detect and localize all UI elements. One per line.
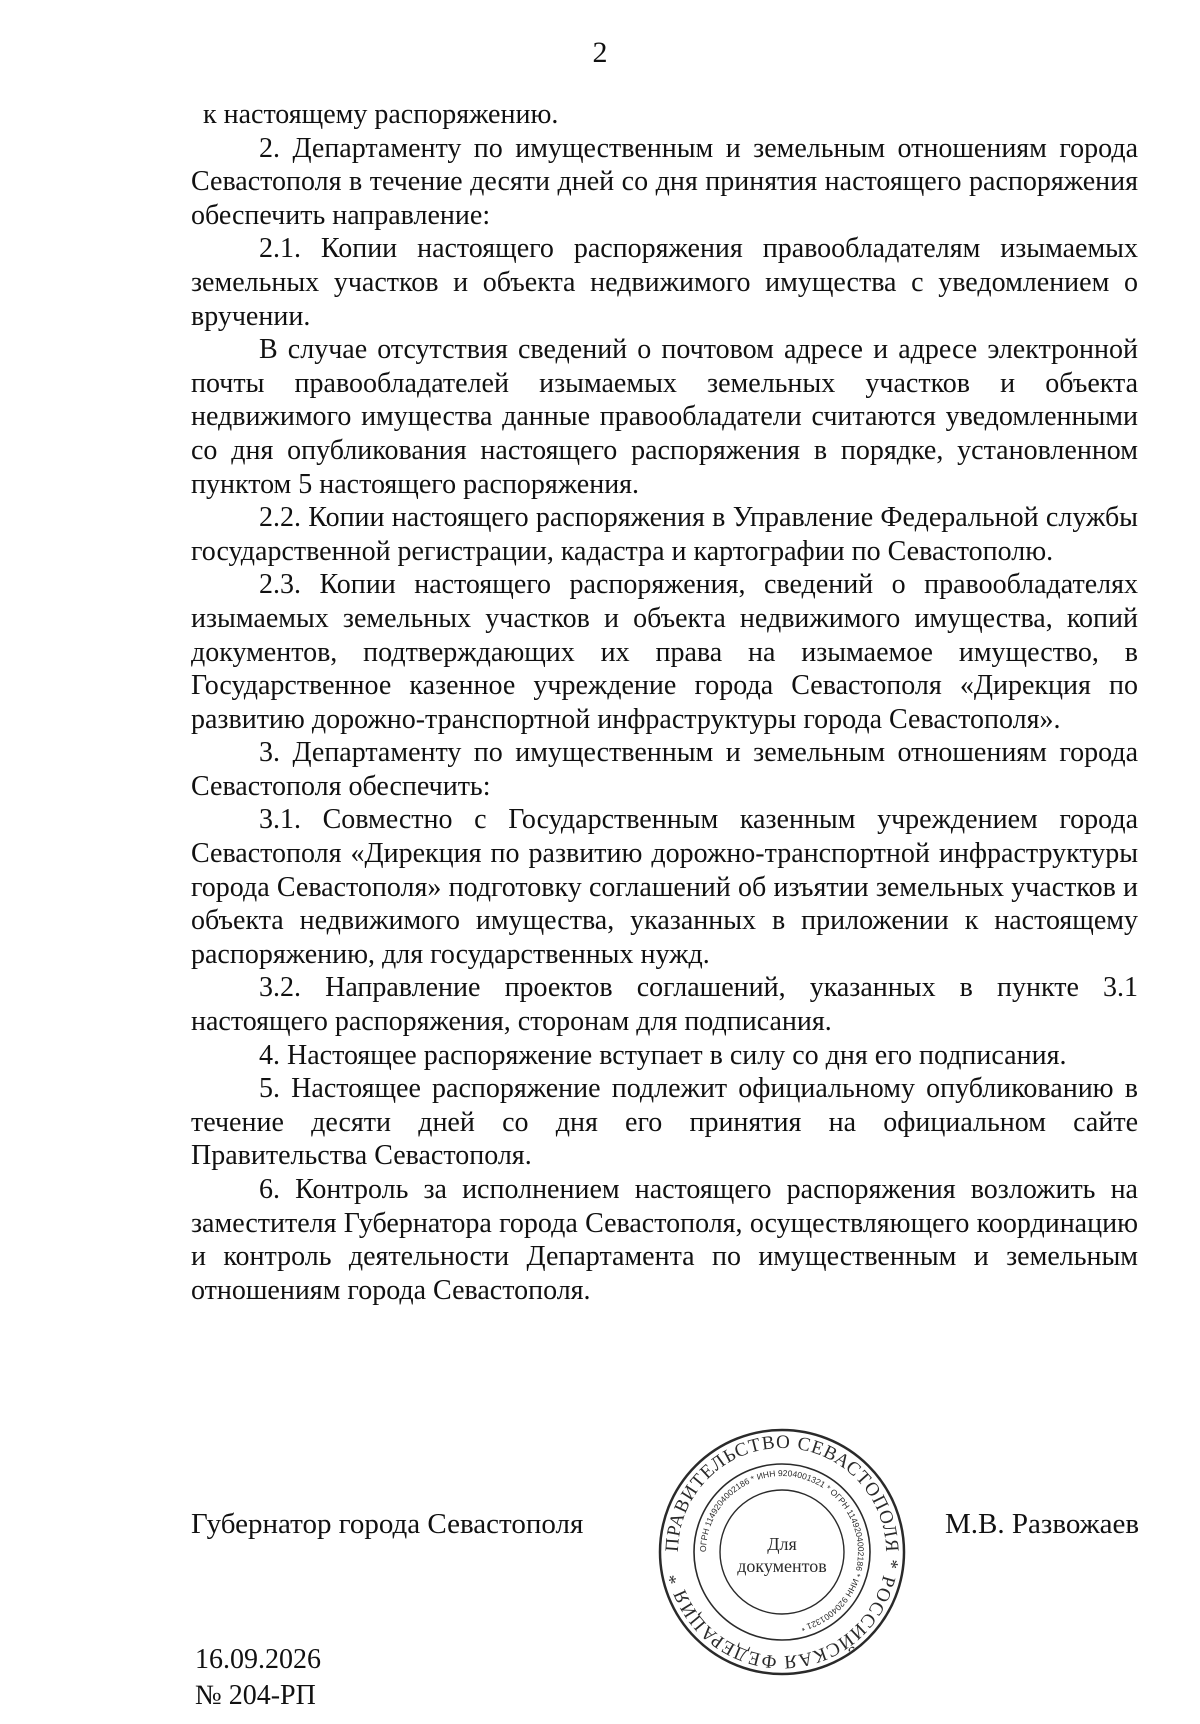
paragraph-6: 6. Контроль за исполнением настоящего распоряжения возложить на заместителя Губернатора города Севастополя, осуществляющего координацию и контроль деятельности Департамента по имущественным и земельным отношениям города Севастополя. bbox=[191, 1174, 1138, 1306]
paragraph-3-1: 3.1. Совместно с Государственным казенным учреждением города Севастополя «Дирекция по развитию дорожно-транспортной инфраструктуры города Севастополя» подготовку соглашений об изъятии земельных участков и объекта недвижимого имущества, указанных в приложении к настоящему распоряжению, для государственных нужд. bbox=[191, 804, 1138, 970]
document-date: 16.09.2026 bbox=[195, 1644, 321, 1675]
official-seal bbox=[656, 1426, 908, 1678]
seal-center-line1: Для bbox=[767, 1534, 797, 1554]
seal-inner-textpath: ОГРН 1149204002186 * ИНН 9204001321 * ОГРН 1149204002186 * ИНН 9204001321 * bbox=[697, 1467, 867, 1634]
paragraph-4: 4. Настоящее распоряжение вступает в силу со дня его подписания. bbox=[259, 1039, 1067, 1071]
seal-center-line2: документов bbox=[737, 1556, 827, 1576]
document-body bbox=[191, 98, 1138, 1307]
paragraph-3-2: 3.2. Направление проектов соглашений, указанных в пункте 3.1 настоящего распоряжения, сторонам для подписания. bbox=[191, 972, 1138, 1038]
document-number: № 204-РП bbox=[195, 1680, 316, 1711]
seal-outer-textpath: ПРАВИТЕЛЬСТВО СЕВАСТОПОЛЯ * РОССИЙСКАЯ ФЕДЕРАЦИЯ * bbox=[661, 1431, 903, 1673]
paragraph-3: 3. Департаменту по имущественным и земельным отношениям города Севастополя обеспечить: bbox=[191, 737, 1138, 802]
page-number: 2 bbox=[592, 36, 608, 69]
document-footer bbox=[195, 1642, 321, 1714]
paragraph-5: 5. Настоящее распоряжение подлежит официальному опубликованию в течение десяти дней со дня его принятия на официальном сайте Правительства Севастополя. bbox=[191, 1073, 1138, 1172]
paragraph-2-1: 2.1. Копии настоящего распоряжения правообладателям изымаемых земельных участков и объекта недвижимого имущества с уведомлением о вручении. bbox=[191, 233, 1138, 332]
paragraph-2: 2. Департаменту по имущественным и земельным отношениям города Севастополя в течение десяти дней со дня принятия настоящего распоряжения обеспечить направление: bbox=[191, 132, 1138, 231]
paragraph-2-2: 2.2. Копии настоящего распоряжения в Управление Федеральной службы государственной регистрации, кадастра и картографии по Севастополю. bbox=[191, 502, 1138, 567]
signature-position: Губернатор города Севастополя bbox=[191, 1508, 584, 1540]
paragraph-2-1-note: В случае отсутствия сведений о почтовом адресе и адресе электронной почты правообладателей изымаемых земельных участков и объекта недвижимого имущества данные правообладатели считаются уведомленными со дня опубликования настоящего распоряжения в порядке, установленном пунктом 5 настоящего распоряжения. bbox=[191, 334, 1138, 500]
signature-name: М.В. Развожаев bbox=[945, 1508, 1140, 1540]
paragraph-intro: к настоящему распоряжению. bbox=[203, 99, 559, 130]
paragraph-2-3: 2.3. Копии настоящего распоряжения, сведений о правообладателях изымаемых земельных участков и объекта недвижимого имущества, копий документов, подтверждающих их права на изымаемое имущество, в Государственное казенное учреждение города Севастополя «Дирекция по развитию дорожно-транспортной инфраструктуры города Севастополя». bbox=[191, 569, 1138, 735]
